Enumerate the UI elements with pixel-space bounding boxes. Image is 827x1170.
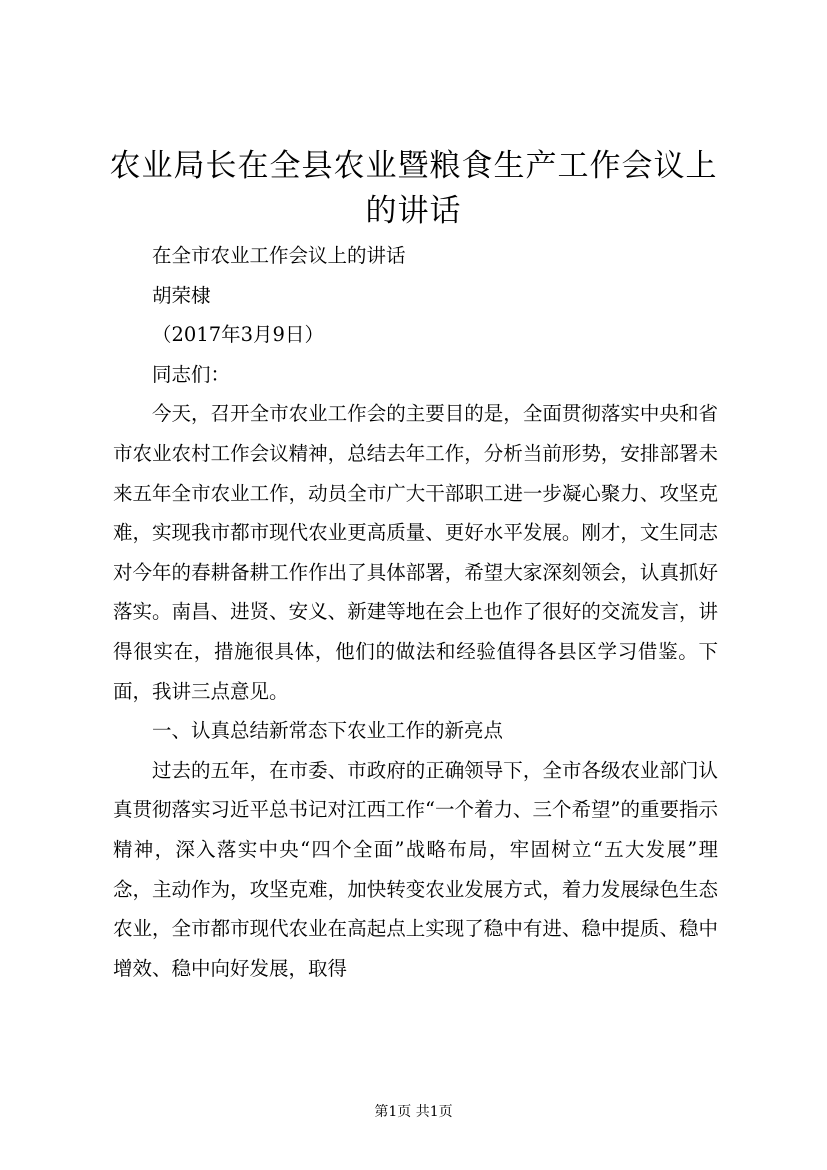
speech-author: 胡荣棣 [152,283,211,307]
document-title: 农业局长在全县农业暨粮食生产工作会议上的讲话 [109,148,718,229]
speech-date: （2017年3月9日） [152,323,324,347]
section-heading: 一、认真总结新常态下农业工作的新亮点 [152,719,504,743]
page-number-footer: 第1页 共1页 [374,1104,453,1120]
body-paragraph: 过去的五年，在市委、市政府的正确领导下，全市各级农业部门认真贯彻落实习近平总书记对江西工作“一个着力、三个希望”的重要指示精神，深入落实中央“四个全面”战略布局，牢固树立“五大发展”理念，主动作为，攻坚克难，加快转变农业发展方式，着力发展绿色生态农业，全市都市现代农业在高起点上实现了稳中有进、稳中提质、稳中增效、稳中向好发展，取得 [113,758,718,980]
salutation: 同志们： [152,362,231,386]
document-body [113,236,718,988]
body-paragraph: 今天，召开全市农业工作会的主要目的是，全面贯彻落实中央和省市农业农村工作会议精神，总结去年工作，分析当前形势，安排部署未来五年全市农业工作，动员全市广大干部职工进一步凝心聚力、攻坚克难，实现我市都市现代农业更高质量、更好水平发展。刚才，文生同志对今年的春耕备耕工作作出了具体部署，希望大家深刻领会，认真抓好落实。南昌、进贤、安义、新建等地在会上也作了很好的交流发言，讲得很实在，措施很具体，他们的做法和经验值得各县区学习借鉴。下面，我讲三点意见。 [113,402,718,703]
speech-subtitle: 在全市农业工作会议上的讲话 [152,244,406,267]
